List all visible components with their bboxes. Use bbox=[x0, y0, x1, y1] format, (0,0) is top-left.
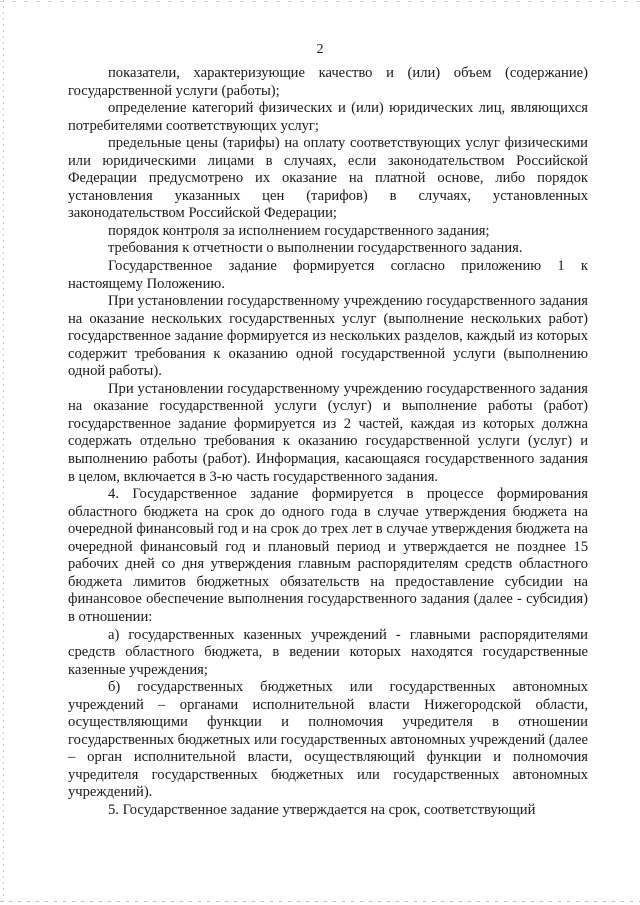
scan-edge-left bbox=[3, 0, 4, 905]
paragraph: При установлении государственному учреждению государственного задания на оказание государственной услуги (услуг) и выполнение работы (работ) государственное задание формируется из 2 частей, каждая из которых должна содержать отдельно требования к оказанию государственной услуги (услуг) и выполнению работы (работ). Информация, касающаяся государственного задания в целом, включается в 3-ю часть государственного задания. bbox=[68, 380, 588, 485]
paragraph: Государственное задание формируется согласно приложению 1 к настоящему Положению. bbox=[68, 258, 588, 292]
paragraph: При установлении государственному учреждению государственного задания на оказание нескольких государственных услуг (выполнение нескольких работ) государственное задание формируется из нескольких разделов, каждый из которых содержит требования к оказанию одной государственной услуги (выполнению одной работы). bbox=[68, 293, 588, 380]
paragraph-section-5: 5. Государственное задание утверждается на срок, соответствующий bbox=[108, 801, 536, 818]
paragraph-item-b: б) государственных бюджетных или государственных автономных учреждений – органами исполнительной власти Нижегородской области, осуществляющими функции и полномочия учредителя в отношении государственных бюджетных или государственных автономных учреждений (далее – орган исполнительной власти, осуществляющий функции и полномочия учредителя государственных бюджетных или государственных автономных учреждений). bbox=[68, 679, 588, 801]
paragraph-item-a: а) государственных казенных учреждений - главными распорядителями средств областного бюджета, в ведении которых находятся государственные казенные учреждения; bbox=[68, 626, 588, 678]
paragraph: предельные цены (тарифы) на оплату соответствующих услуг физическими или юридическими лицами в случаях, если законодательством Российской Федерации предусмотрено их оказание на платной основе, либо порядок установления указанных цен (тарифов) в случаях, установленных законодательством Российской Федерации; bbox=[68, 135, 588, 222]
paragraph: требования к отчетности о выполнении государственного задания. bbox=[108, 240, 523, 257]
paragraph: порядок контроля за исполнением государственного задания; bbox=[108, 222, 490, 239]
scan-edge-bottom bbox=[0, 901, 640, 902]
scan-edge-top bbox=[0, 1, 640, 2]
document-body bbox=[68, 65, 588, 820]
paragraph: определение категорий физических и (или) юридических лиц, являющихся потребителями соответствующих услуг; bbox=[68, 100, 588, 134]
paragraph: показатели, характеризующие качество и (или) объем (содержание) государственной услуги (работы); bbox=[68, 65, 588, 99]
page-number: 2 bbox=[316, 42, 324, 57]
paragraph-section-4: 4. Государственное задание формируется в процессе формирования областного бюджета на срок до одного года в случае утверждения бюджета на очередной финансовый год и на срок до трех лет в случае утверждения бюджета на очередной финансовый год и плановый период и утверждается не позднее 15 рабочих дней со дня утверждения главным распорядителям средств областного бюджета лимитов бюджетных обязательств на предоставление субсидии на финансовое обеспечение выполнения государственного задания (далее - субсидия) в отношении: bbox=[68, 486, 588, 625]
